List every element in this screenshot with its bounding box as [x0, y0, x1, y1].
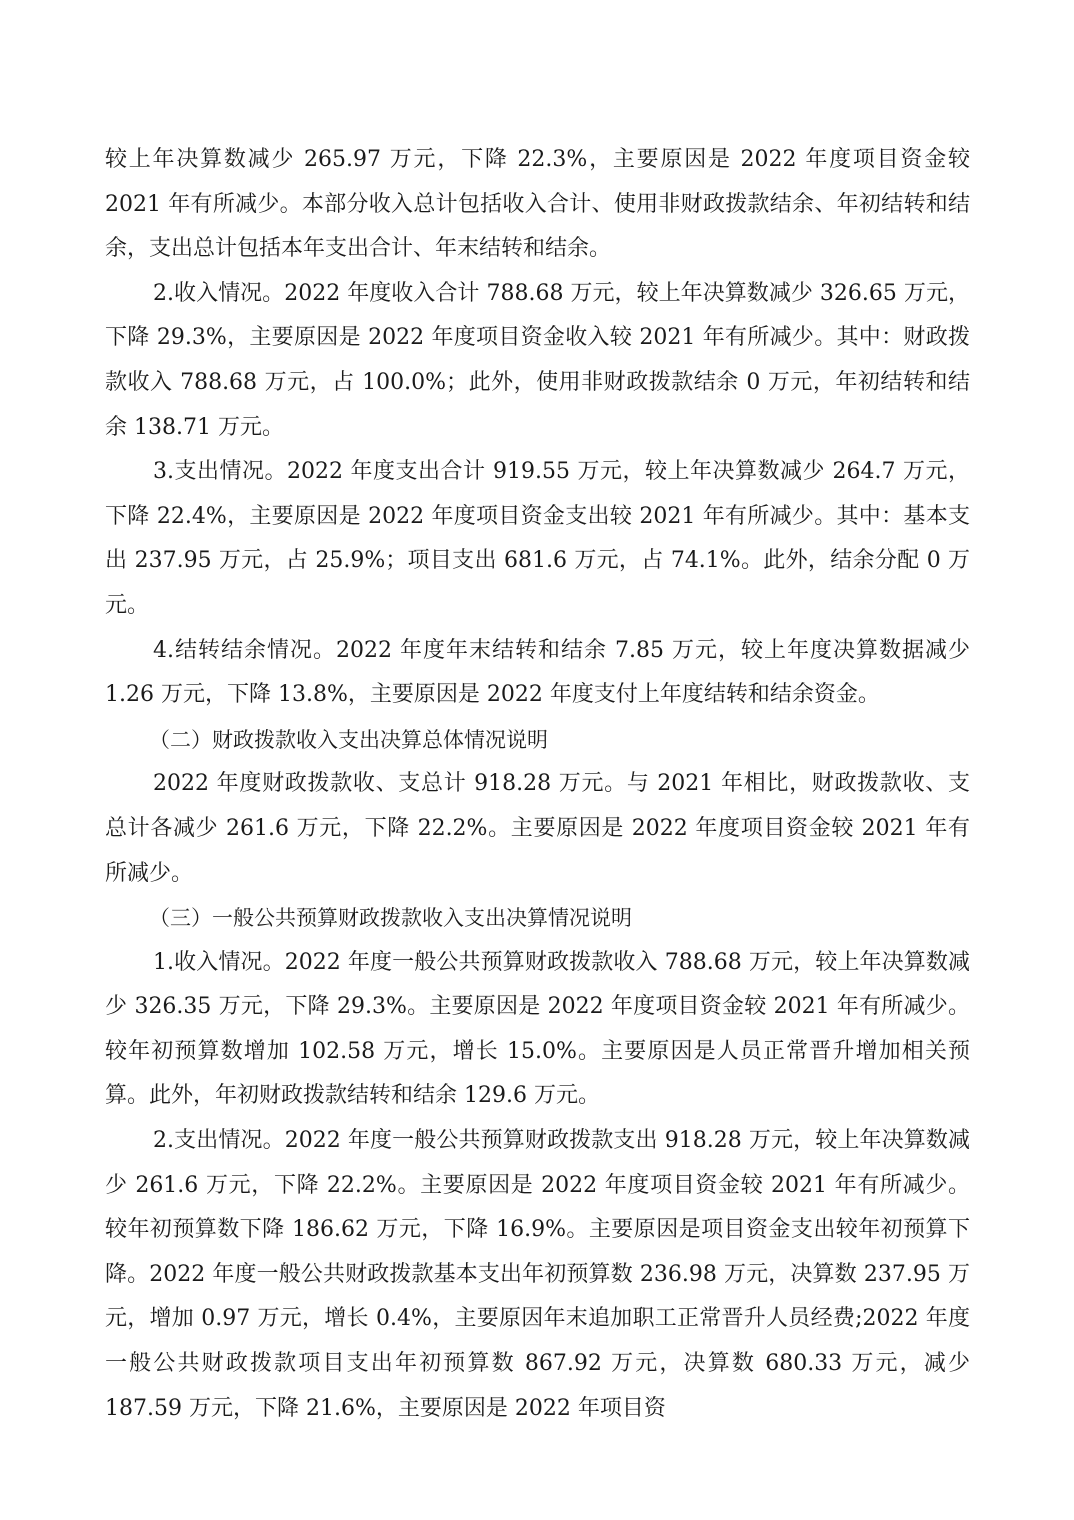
- paragraph-expenditure: 3.支出情况。2022 年度支出合计 919.55 万元，较上年决算数减少 264.7 万元，下降 22.4%，主要原因是 2022 年度项目资金支出较 2021 年有所减少。其中：基本支出 237.95 万元，占 25.9%；项目支出 681.6 万元，占 74.1%。此外，结余分配 0 万元。: [105, 459, 970, 618]
- section-heading-3: （三）一般公共预算财政拨款收入支出决算情况说明: [149, 906, 632, 931]
- paragraph-general-expenditure: 2.支出情况。2022 年度一般公共预算财政拨款支出 918.28 万元，较上年决算数减少 261.6 万元，下降 22.2%。主要原因是 2022 年度项目资金较 2021 年有所减少。较年初预算数下降 186.62 万元，下降 16.9%。主要原因是项目资金支出较年初预算下降。2022 年度一般公共财政拨款基本支出年初预算数 236.98 万元，决算数 237.95 万元，增加 0.97 万元，增长 0.4%，主要原因年末追加职工正常晋升人员经费;2022 年度一般公共财政拨款项目支出年初预算数 867.92 万元，决算数 680.33 万元，减少 187.59 万元，下降 21.6%，主要原因是 2022 年项目资: [105, 1128, 970, 1421]
- paragraph-continuation: 较上年决算数减少 265.97 万元，下降 22.3%，主要原因是 2022 年度项目资金较 2021 年有所减少。本部分收入总计包括收入合计、使用非财政拨款结余、年初结转和结余，支出总计包括本年支出合计、年末结转和结余。: [105, 147, 970, 262]
- paragraph-income: 2.收入情况。2022 年度收入合计 788.68 万元，较上年决算数减少 326.65 万元，下降 29.3%，主要原因是 2022 年度项目资金收入较 2021 年有所减少。其中：财政拨款收入 788.68 万元，占 100.0%；此外，使用非财政拨款结余 0 万元，年初结转和结余 138.71 万元。: [105, 280, 970, 440]
- paragraph-carryover: 4.结转结余情况。2022 年度年末结转和结余 7.85 万元，较上年度决算数据减少 1.26 万元，下降 13.8%，主要原因是 2022 年度支付上年度结转和结余资金。: [105, 637, 970, 708]
- paragraph-fiscal-total: 2022 年度财政拨款收、支总计 918.28 万元。与 2021 年相比，财政拨款收、支总计各减少 261.6 万元，下降 22.2%。主要原因是 2022 年度项目资金较 2021 年有所减少。: [105, 771, 970, 886]
- section-heading-2: （二）财政拨款收入支出决算总体情况说明: [149, 727, 548, 752]
- document-body: [105, 138, 970, 1431]
- paragraph-general-income: 1.收入情况。2022 年度一般公共预算财政拨款收入 788.68 万元，较上年决算数减少 326.35 万元，下降 29.3%。主要原因是 2022 年度项目资金较 2021 年有所减少。较年初预算数增加 102.58 万元，增长 15.0%。主要原因是人员正常晋升增加相关预算。此外，年初财政拨款结转和结余 129.6 万元。: [105, 949, 970, 1109]
